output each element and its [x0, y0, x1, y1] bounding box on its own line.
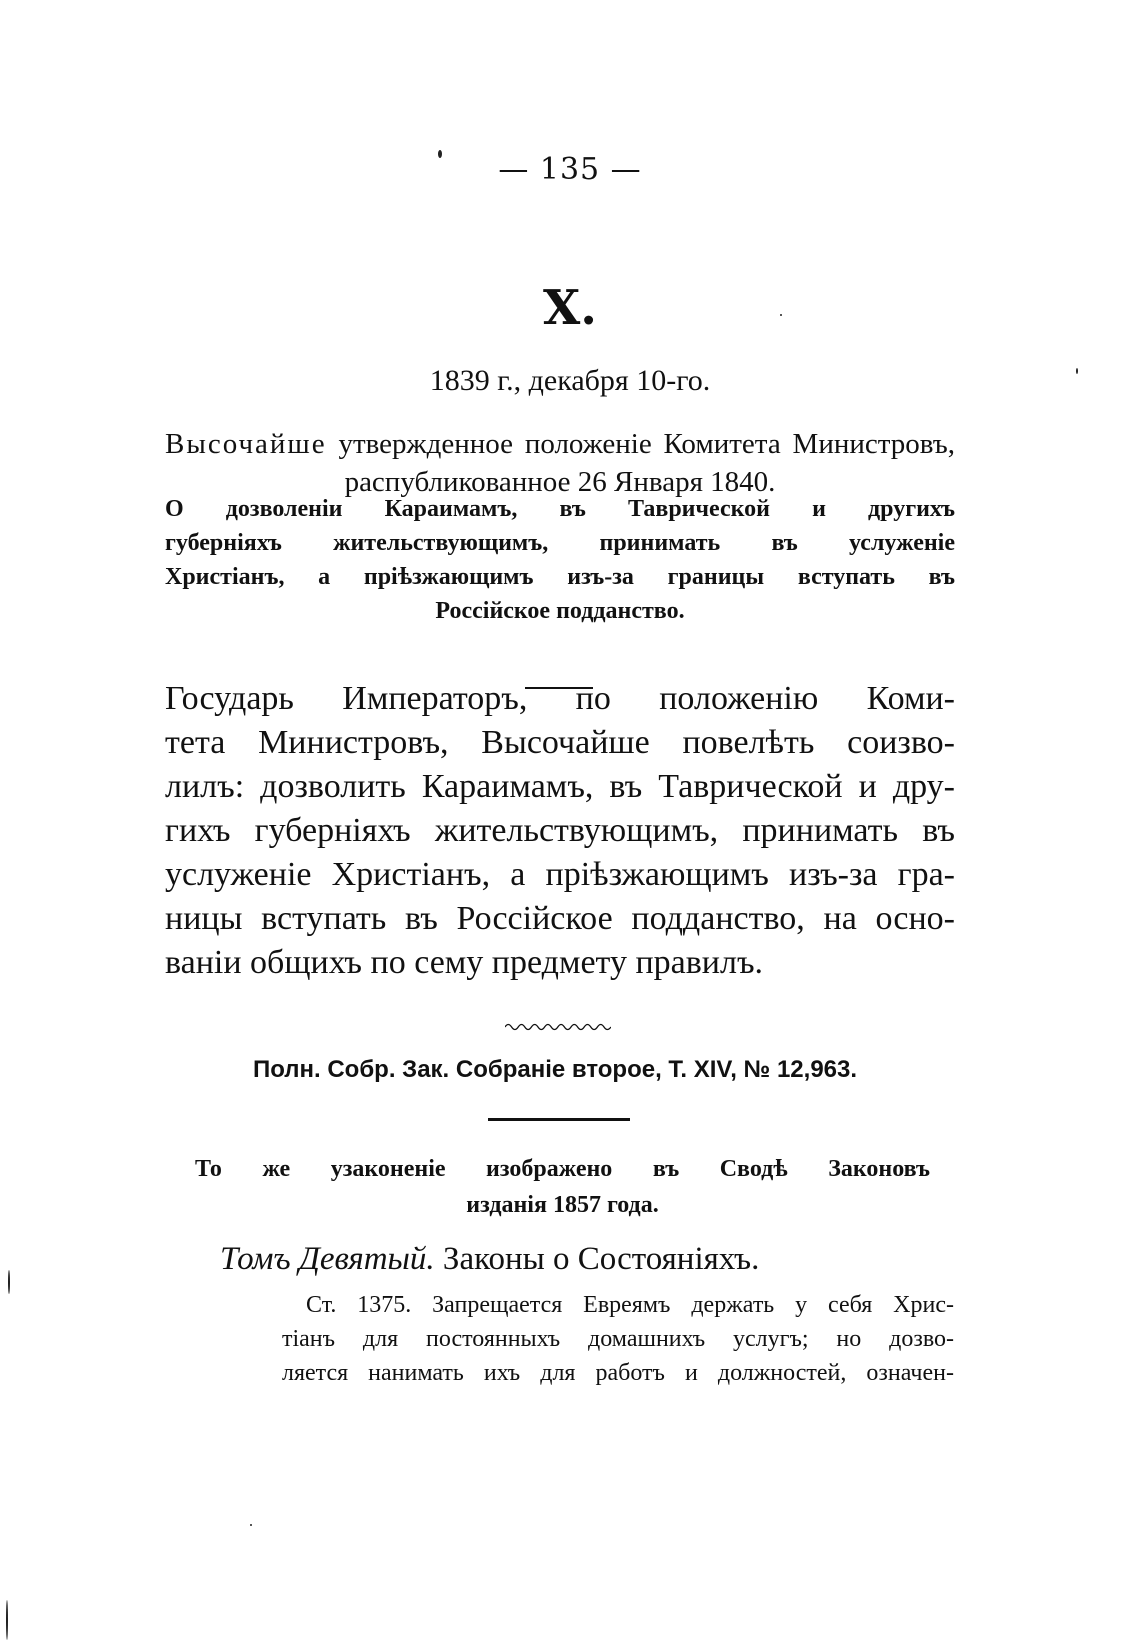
scan-speck — [250, 1524, 252, 1526]
scan-speck — [6, 1600, 8, 1640]
section-numeral: X. — [543, 280, 597, 336]
decree-source-emphasis: Высочайше — [165, 428, 327, 460]
code-note-line: изданія 1857 года. — [466, 1192, 659, 1218]
volume-title-italic: Томъ Девятый. — [220, 1241, 435, 1277]
body-line: лилъ: дозволить Караимамъ, въ Таврической и дру- — [165, 768, 955, 805]
article-line: тіанъ для постоянныхъ домашнихъ услугъ; но дозво- — [282, 1326, 954, 1352]
wavy-divider — [505, 1022, 611, 1032]
body-line: Государь Императоръ, по положенію Коми- — [165, 680, 955, 717]
scan-speck — [1076, 368, 1078, 374]
scan-speck — [8, 1270, 10, 1294]
decree-source-line: распубликованное 26 Января 1840. — [344, 466, 776, 498]
scan-speck — [438, 150, 442, 158]
scan-speck — [780, 314, 782, 316]
code-note-line: То же узаконеніе изображено въ Сводѣ Законовъ — [195, 1156, 930, 1182]
body-line: услуженіе Христіанъ, а пріѣзжающимъ изъ-за гра- — [165, 856, 955, 893]
page-number: — 135 — — [498, 152, 642, 187]
subject-line: О дозволеніи Караимамъ, въ Таврической и другихъ — [165, 496, 955, 522]
body-line: тета Министровъ, Высочайше повелѣть соизво- — [165, 724, 955, 761]
body-line: гихъ губерніяхъ жительствующимъ, принимать въ — [165, 812, 955, 849]
subject-line: Христіанъ, а пріѣзжающимъ изъ-за границы вступать въ — [165, 564, 955, 590]
volume-title-rest: Законы о Состояніяхъ. — [434, 1241, 760, 1277]
article-line: ляется нанимать ихъ для работъ и должностей, означен- — [282, 1360, 954, 1386]
decree-date: 1839 г., декабря 10-го. — [429, 364, 711, 397]
body-line: ваніи общихъ по сему предмету правилъ. — [165, 944, 764, 981]
citation: Полн. Собр. Зак. Собраніе второе, Т. XIV, № 12,963. — [252, 1056, 858, 1083]
thick-divider — [488, 1118, 630, 1121]
decree-source-text: утвержденное положеніе Комитета Министровъ, — [326, 428, 955, 460]
volume-heading — [220, 1241, 759, 1278]
subject-line: Россійское подданство. — [435, 598, 685, 624]
body-line: ницы вступать въ Россійское подданство, на осно- — [165, 900, 955, 937]
subject-line: губерніяхъ жительствующимъ, принимать въ услуженіе — [165, 530, 955, 556]
decree-source-line — [165, 428, 955, 461]
article-line: Ст. 1375. Запрещается Евреямъ держать у себя Хрис- — [306, 1292, 954, 1318]
